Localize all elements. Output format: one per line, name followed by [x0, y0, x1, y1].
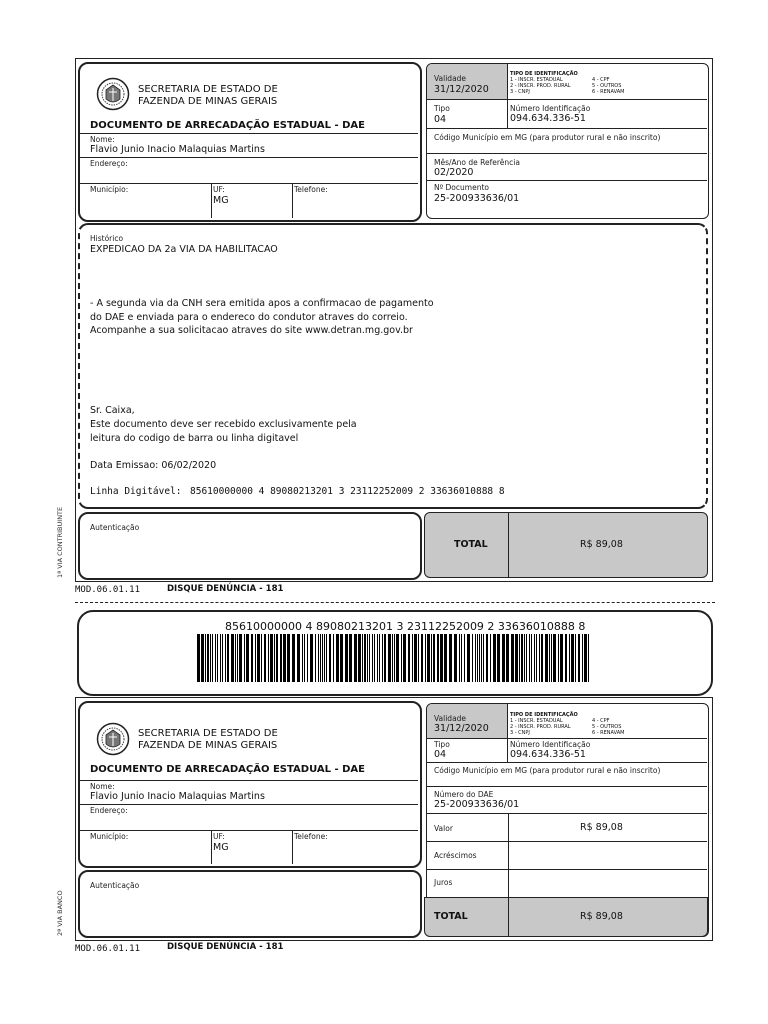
barcode-bar: [320, 634, 321, 682]
barcode-bar: [414, 634, 417, 682]
address-label: Endereço:: [90, 806, 128, 815]
history-line-1: EXPEDICAO DA 2a VIA DA HABILITACAO: [90, 244, 278, 255]
validity-label: Validade: [434, 74, 467, 83]
history-line-8: Data Emissao: 06/02/2020: [90, 460, 217, 471]
id-type-1: 1 - INSCR. ESTADUAL: [510, 77, 563, 83]
barcode-bar: [486, 634, 488, 682]
barcode-bar: [493, 634, 496, 682]
barcode-bar: [201, 634, 204, 682]
document-title: DOCUMENTO DE ARRECADAÇÃO ESTADUAL - DAE: [90, 764, 366, 775]
coat-of-arms-icon: [96, 77, 130, 111]
history-line-7: leitura do codigo de barra ou linha digitavel: [90, 433, 299, 444]
barcode-bar: [324, 634, 325, 682]
amount-label: Valor: [434, 824, 453, 833]
barcode-bar: [377, 634, 378, 682]
validity-value: 31/12/2020: [434, 723, 489, 734]
barcode-bar: [382, 634, 383, 682]
barcode-bar: [231, 634, 234, 682]
barcode-bar: [588, 634, 589, 682]
barcode-bar: [251, 634, 253, 682]
barcode-bar: [541, 634, 543, 682]
barcode-bar: [340, 634, 343, 682]
history-line-2: - A segunda via da CNH sera emitida apos a confirmacao de pagamento: [90, 298, 434, 309]
history-line-4: Acompanhe a sua solicitacao atraves do site www.detran.mg.gov.br: [90, 325, 413, 336]
history-line-6: Este documento deve ser recebido exclusivamente pela: [90, 419, 357, 430]
name-label: Nome:: [90, 782, 115, 791]
authentication-label: Autenticação: [90, 881, 140, 890]
validity-label: Validade: [434, 714, 467, 723]
uf-value: MG: [213, 195, 229, 206]
barcode-bar: [545, 634, 548, 682]
history-line-3: do DAE e enviada para o endereco do condutor atraves do correio.: [90, 312, 408, 323]
barcode-bar: [364, 634, 366, 682]
document-title: DOCUMENTO DE ARRECADAÇÃO ESTADUAL - DAE: [90, 120, 366, 131]
barcode-bar: [197, 634, 200, 682]
barcode-bar: [515, 634, 518, 682]
barcode-number: 85610000000 4 89080213201 3 23112252009 2 33636010888 8: [225, 620, 586, 633]
barcode-bar: [244, 634, 245, 682]
barcode-bar: [421, 634, 423, 682]
barcode-bar: [511, 634, 514, 682]
barcode-bar: [345, 634, 348, 682]
barcode-bar: [396, 634, 399, 682]
barcode-bar: [227, 634, 229, 682]
barcode-bar: [297, 634, 300, 682]
barcode-bar: [479, 634, 480, 682]
barcode-bar: [392, 634, 393, 682]
barcode-bar: [524, 634, 525, 682]
barcode-bar: [270, 634, 273, 682]
barcode-bar: [287, 634, 290, 682]
digitable-line-value: 85610000000 4 89080213201 3 23112252009 2 33636010888 8: [190, 486, 505, 497]
barcode-bar: [212, 634, 213, 682]
history-label: Histórico: [90, 234, 124, 243]
barcode-bar: [433, 634, 435, 682]
barcode-bar: [425, 634, 426, 682]
form-code: MOD.06.01.11: [75, 944, 141, 954]
barcode-bar: [477, 634, 478, 682]
city-label: Município:: [90, 832, 129, 841]
barcode-bar: [217, 634, 218, 682]
id-type-2: 2 - INSCR. PROD. RURAL: [510, 83, 571, 89]
barcode-bar: [437, 634, 439, 682]
form-code: MOD.06.01.11: [75, 585, 141, 595]
dae-number-label: Número do DAE: [434, 790, 494, 799]
barcode-bar: [367, 634, 368, 682]
barcode-bar: [374, 634, 375, 682]
barcode-bar: [483, 634, 484, 682]
second-via-side-label: 2ª VIA BANCO: [56, 890, 64, 936]
dae-number-value: 25-200933636/01: [434, 799, 520, 810]
barcode-bar: [464, 634, 465, 682]
barcode-bar: [551, 634, 552, 682]
barcode-bar: [519, 634, 520, 682]
barcode-bar: [388, 634, 391, 682]
city-label: Município:: [90, 185, 129, 194]
total-label: TOTAL: [454, 539, 488, 550]
type-label: Tipo: [434, 740, 450, 749]
name-value: Flavio Junio Inacio Malaquias Martins: [90, 791, 265, 802]
id-type-5: 5 - OUTROS: [592, 724, 622, 730]
id-type-title: TIPO DE IDENTIFICAÇÃO: [510, 712, 578, 718]
phone-label: Telefone:: [294, 832, 328, 841]
barcode-bar: [354, 634, 357, 682]
total-value: R$ 89,08: [580, 539, 623, 550]
barcode-bar: [571, 634, 574, 682]
barcode-bar: [418, 634, 419, 682]
barcode-bar: [506, 634, 509, 682]
id-type-1: 1 - INSCR. ESTADUAL: [510, 718, 563, 724]
barcode-bar: [274, 634, 275, 682]
barcode-bar: [431, 634, 432, 682]
barcode-bar: [401, 634, 402, 682]
barcode-bar: [560, 634, 563, 682]
barcode-bar: [534, 634, 535, 682]
org-name-line2: FAZENDA DE MINAS GERAIS: [138, 740, 278, 751]
barcode-bar: [369, 634, 370, 682]
barcode-bar: [326, 634, 327, 682]
barcode-bar: [449, 634, 452, 682]
barcode-bar: [333, 634, 334, 682]
barcode-bar: [427, 634, 430, 682]
first-via-side-label: 1ª VIA CONTRIBUINTE: [56, 506, 64, 578]
org-name-line2: FAZENDA DE MINAS GERAIS: [138, 96, 278, 107]
name-label: Nome:: [90, 135, 115, 144]
id-type-5: 5 - OUTROS: [592, 83, 622, 89]
barcode-bar: [440, 634, 443, 682]
type-value: 04: [434, 114, 447, 125]
barcode-bar: [292, 634, 295, 682]
barcode-bar: [569, 634, 570, 682]
additions-label: Acréscimos: [434, 851, 477, 860]
uf-value: MG: [213, 842, 229, 853]
id-type-6: 6 - RENAVAM: [592, 730, 625, 736]
barcode-bar: [403, 634, 406, 682]
barcode-bar: [239, 634, 242, 682]
barcode-bar: [459, 634, 460, 682]
id-number-value: 094.634.336-51: [510, 749, 586, 760]
barcode-bar: [536, 634, 537, 682]
barcode-bar: [578, 634, 580, 682]
barcode-bar: [558, 634, 559, 682]
coat-of-arms-icon: [96, 722, 130, 756]
barcode-bar: [235, 634, 236, 682]
municipality-code-label: Código Município em MG (para produtor rural e não inscrito): [434, 133, 661, 142]
digitable-line-label: Linha Digitável:: [90, 486, 182, 497]
total-value: R$ 89,08: [580, 911, 623, 922]
id-type-4: 4 - CPF: [592, 77, 610, 83]
barcode-bar: [531, 634, 532, 682]
barcode-bar: [372, 634, 373, 682]
total-label: TOTAL: [434, 911, 468, 922]
barcode-bar: [549, 634, 550, 682]
barcode-bar: [207, 634, 209, 682]
barcode-bar: [310, 634, 313, 682]
barcode-bar: [502, 634, 505, 682]
document-number-value: 25-200933636/01: [434, 193, 520, 204]
id-type-title: TIPO DE IDENTIFICAÇÃO: [510, 71, 578, 77]
id-type-3: 3 - CNPJ: [510, 730, 530, 736]
barcode-bar: [205, 634, 206, 682]
id-number-label: Número Identificação: [510, 104, 591, 113]
phone-label: Telefone:: [294, 185, 328, 194]
barcode-bar: [454, 634, 457, 682]
barcode-bar: [215, 634, 216, 682]
type-label: Tipo: [434, 104, 450, 113]
barcode-bar: [237, 634, 238, 682]
barcode-bar: [318, 634, 319, 682]
barcode-bar: [302, 634, 303, 682]
barcode-bar: [467, 634, 470, 682]
id-type-4: 4 - CPF: [592, 718, 610, 724]
barcode-bar: [362, 634, 363, 682]
barcode-bar: [444, 634, 447, 682]
barcode-bar: [565, 634, 567, 682]
name-value: Flavio Junio Inacio Malaquias Martins: [90, 144, 265, 155]
barcode-bar: [475, 634, 476, 682]
barcode-bar: [220, 634, 221, 682]
barcode-bar: [553, 634, 556, 682]
reference-month-label: Mês/Ano de Referência: [434, 158, 520, 167]
barcode-bar: [210, 634, 211, 682]
document-number-label: Nº Documento: [434, 183, 489, 192]
id-number-label: Número Identificação: [510, 740, 591, 749]
history-line-5: Sr. Caixa,: [90, 405, 135, 416]
barcode-bar: [582, 634, 583, 682]
barcode-bar: [379, 634, 380, 682]
uf-label: UF:: [213, 832, 225, 841]
barcode-bar: [490, 634, 491, 682]
barcode-bar: [521, 634, 523, 682]
id-type-6: 6 - RENAVAM: [592, 89, 625, 95]
barcode-bar: [349, 634, 352, 682]
barcode-bar: [283, 634, 286, 682]
barcode-bar: [481, 634, 482, 682]
org-name-line1: SECRETARIA DE ESTADO DE: [138, 84, 278, 95]
barcode-bar: [384, 634, 386, 682]
cut-line: [75, 602, 715, 603]
address-label: Endereço:: [90, 159, 128, 168]
authentication-label: Autenticação: [90, 523, 140, 532]
barcode-bar: [315, 634, 316, 682]
uf-label: UF:: [213, 185, 225, 194]
interest-label: Juros: [434, 878, 453, 887]
barcode-bar: [280, 634, 282, 682]
barcode-bar: [412, 634, 413, 682]
validity-value: 31/12/2020: [434, 84, 489, 95]
barcode-bar: [268, 634, 269, 682]
id-number-value: 094.634.336-51: [510, 113, 586, 124]
barcode-bar: [336, 634, 339, 682]
barcode-bar: [304, 634, 305, 682]
barcode-bar: [497, 634, 500, 682]
barcode-bar: [264, 634, 266, 682]
type-value: 04: [434, 749, 447, 760]
barcode-bar: [408, 634, 410, 682]
municipality-code-label: Código Município em MG (para produtor rural e não inscrito): [434, 766, 661, 775]
id-type-2: 2 - INSCR. PROD. RURAL: [510, 724, 571, 730]
barcode-bar: [222, 634, 223, 682]
barcode-bar: [539, 634, 540, 682]
barcode-bar: [472, 634, 473, 682]
barcode-bar: [575, 634, 576, 682]
barcode-bar: [322, 634, 323, 682]
barcode-bar: [257, 634, 260, 682]
barcode-bar: [276, 634, 278, 682]
amount-value: R$ 89,08: [580, 822, 623, 833]
reference-month-value: 02/2020: [434, 167, 474, 178]
barcode-bar: [526, 634, 527, 682]
barcode: [197, 634, 592, 682]
org-name-line1: SECRETARIA DE ESTADO DE: [138, 728, 278, 739]
barcode-bar: [584, 634, 587, 682]
barcode-bar: [307, 634, 308, 682]
barcode-bar: [461, 634, 462, 682]
barcode-bar: [261, 634, 262, 682]
report-hotline: DISQUE DENÚNCIA - 181: [167, 942, 284, 952]
id-type-3: 3 - CNPJ: [510, 89, 530, 95]
barcode-bar: [358, 634, 361, 682]
barcode-bar: [246, 634, 249, 682]
barcode-bar: [255, 634, 256, 682]
barcode-bar: [529, 634, 530, 682]
barcode-bar: [225, 634, 226, 682]
report-hotline: DISQUE DENÚNCIA - 181: [167, 584, 284, 594]
barcode-bar: [329, 634, 331, 682]
barcode-bar: [394, 634, 395, 682]
